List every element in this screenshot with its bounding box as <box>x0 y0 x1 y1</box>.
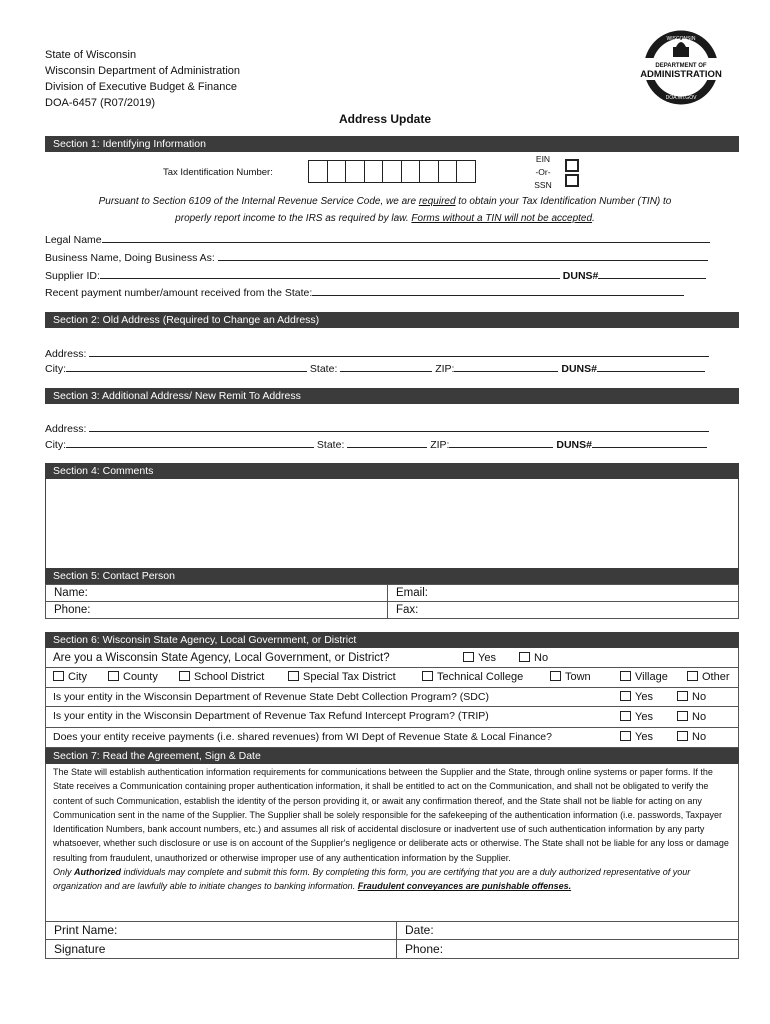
trip-question: Is your entity in the Wisconsin Department of Revenue Tax Refund Intercept Program? (TRIP) <box>53 710 489 722</box>
or-label: -Or- <box>535 167 551 177</box>
option-label: Yes <box>478 652 496 664</box>
signature-grid <box>45 921 739 959</box>
print-name-field[interactable]: Print Name: <box>46 922 397 939</box>
section-6-heading: Section 6: Wisconsin State Agency, Local Government, or District <box>45 632 739 648</box>
date-field[interactable]: Date: <box>405 923 434 937</box>
tin-label: Tax Identification Number: <box>163 167 273 178</box>
dba-field[interactable] <box>45 250 716 265</box>
ein-checkbox[interactable] <box>565 159 579 172</box>
tin-digit-box[interactable] <box>364 160 384 183</box>
comments-textarea[interactable] <box>45 479 739 569</box>
type-town-option[interactable] <box>550 671 591 683</box>
new-city-line[interactable] <box>45 437 716 452</box>
option-label: Yes <box>635 711 653 723</box>
state-label: State: <box>309 363 338 375</box>
checkbox[interactable] <box>687 671 698 681</box>
checkbox[interactable] <box>677 731 688 741</box>
recent-payment-field[interactable] <box>45 285 716 300</box>
tin-digit-box[interactable] <box>438 160 458 183</box>
legal-name-field[interactable] <box>45 232 716 247</box>
trip-no-option[interactable] <box>677 711 706 723</box>
option-label: City <box>68 671 87 683</box>
option-label: No <box>692 691 707 703</box>
option-label: School District <box>194 671 265 683</box>
tin-digit-box[interactable] <box>382 160 402 183</box>
fraud-warning: Fraudulent conveyances are punishable offenses. <box>357 881 572 892</box>
old-address-field[interactable] <box>45 346 716 361</box>
section-1-heading: Section 1: Identifying Information <box>45 136 739 152</box>
header-line: Wisconsin Department of Administration <box>45 65 241 77</box>
ssn-label: SSN <box>534 180 552 190</box>
type-special-tax-district-option[interactable] <box>288 671 396 683</box>
trip-yes-option[interactable] <box>620 711 653 723</box>
checkbox[interactable] <box>620 691 631 701</box>
checkbox[interactable] <box>620 711 631 721</box>
ein-ssn-labels <box>532 153 554 192</box>
zip-label: ZIP: <box>435 363 455 375</box>
checkbox[interactable] <box>677 691 688 701</box>
doa-seal-logo <box>640 29 722 106</box>
agreement-paragraph: The State will establish authentication information requirements for communications between the Supplier and the State, through online systems or paper forms. If the State receives a Communication containing proper authentication information, it shall be entitled to act on the Communication, and shall not be obligated to verify the content of such Communication, establish the identity of the person providing it, or await any confirmation thereof, and the State shall not be liable for acting on any Communication sent in the name of the Supplier. The Supplier shall be solely responsible for the safekeeping of the authentication information (i.e. passwords, Taxpayer Identification Numbers, bank account numbers, etc.) and assumes all risk of accidental disclosure or inadvertent use of such authentication information by any party whatsoever, whether such disclosure or use is on account of the Supplier's negligence or deliberate acts or otherwise. The State shall not be liable for any loss or damage resulting from fraudulent, unauthorized or otherwise improper use of any authentication information by the Supplier. <box>53 767 729 863</box>
checkbox[interactable] <box>53 671 64 681</box>
sdc-yes-option[interactable] <box>620 691 653 703</box>
contact-name-field[interactable]: Name: <box>46 585 388 601</box>
checkbox[interactable] <box>463 652 474 662</box>
address-label: Address: <box>45 423 87 435</box>
option-label: Village <box>635 671 668 683</box>
checkbox[interactable] <box>519 652 530 662</box>
checkbox[interactable] <box>620 731 631 741</box>
checkbox[interactable] <box>179 671 190 681</box>
recent-payment-label: Recent payment number/amount received from the State: <box>45 287 313 299</box>
tin-digit-box[interactable] <box>419 160 439 183</box>
contact-email-field[interactable]: Email: <box>396 587 428 599</box>
signature-field[interactable]: Signature <box>46 940 397 958</box>
seal-text: DOA.WI.GOV <box>665 95 697 101</box>
type-technical-college-option[interactable] <box>422 671 523 683</box>
checkbox[interactable] <box>620 671 631 681</box>
ein-label: EIN <box>535 154 551 164</box>
tin-notice <box>45 193 725 227</box>
type-county-option[interactable] <box>108 671 158 683</box>
page-title: Address Update <box>338 112 432 126</box>
ssn-checkbox[interactable] <box>565 174 579 187</box>
tin-digit-box[interactable] <box>456 160 476 183</box>
seal-text: ADMINISTRATION <box>640 69 722 80</box>
dba-label: Business Name, Doing Business As: <box>45 252 215 264</box>
supplier-id-field[interactable] <box>45 268 716 283</box>
option-label: No <box>692 711 707 723</box>
certify-text: individuals may complete and submit this form. By completing this form, you are certifying that you are a duly authorized representative of your organization and are lawfully able to initiate changes to banking information. <box>53 867 691 892</box>
option-label: No <box>692 731 707 743</box>
section-5-heading: Section 5: Contact Person <box>45 568 739 584</box>
checkbox[interactable] <box>422 671 433 681</box>
tin-digit-box[interactable] <box>308 160 328 183</box>
notice-text: . <box>592 213 595 224</box>
notice-text: Pursuant to Section 6109 of the Internal Revenue Service Code, we are <box>98 196 419 207</box>
seal-text: DEPARTMENT OF <box>655 63 707 69</box>
duns-label: DUNS# <box>562 270 599 282</box>
legal-name-label: Legal Name <box>45 234 102 246</box>
option-label: No <box>534 652 549 664</box>
gov-yes-option[interactable] <box>463 652 496 664</box>
notice-warning: Forms without a TIN will not be accepted <box>411 213 593 224</box>
duns-label: DUNS# <box>561 363 597 375</box>
old-city-line[interactable] <box>45 361 716 376</box>
sdc-no-option[interactable] <box>677 691 706 703</box>
agency-header <box>45 47 240 111</box>
type-school-district-option[interactable] <box>179 671 264 683</box>
signer-phone-field[interactable]: Phone: <box>405 942 444 956</box>
section-3-heading: Section 3: Additional Address/ New Remit To Address <box>45 388 739 404</box>
notice-text: to obtain your Tax Identification Number (TIN) to <box>455 196 672 207</box>
option-label: Yes <box>635 691 653 703</box>
checkbox[interactable] <box>108 671 119 681</box>
address-label: Address: <box>45 348 87 360</box>
checkbox[interactable] <box>550 671 561 681</box>
government-question: Are you a Wisconsin State Agency, Local Government, or District? <box>53 652 390 664</box>
sdc-question: Is your entity in the Wisconsin Department of Revenue State Debt Collection Program? (SDC) <box>53 691 489 703</box>
option-label: Town <box>565 671 591 683</box>
supplier-id-label: Supplier ID: <box>45 270 100 282</box>
tin-digit-box[interactable] <box>401 160 421 183</box>
tin-digit-box[interactable] <box>345 160 365 183</box>
type-city-option[interactable] <box>53 671 87 683</box>
state-label: State: <box>316 439 345 451</box>
section-7-heading: Section 7: Read the Agreement, Sign & Date <box>45 748 739 764</box>
type-village-option[interactable] <box>620 671 668 683</box>
header-line: State of Wisconsin <box>45 49 137 61</box>
agreement-text <box>45 763 739 922</box>
section-4-heading: Section 4: Comments <box>45 463 739 479</box>
city-label: City: <box>45 439 66 451</box>
option-label: County <box>123 671 158 683</box>
option-label: Technical College <box>437 671 524 683</box>
new-address-field[interactable] <box>45 421 716 436</box>
contact-grid <box>45 584 739 619</box>
header-line: Division of Executive Budget & Finance <box>45 81 237 93</box>
shared-no-option[interactable] <box>677 731 706 743</box>
government-question-row <box>45 648 739 668</box>
city-label: City: <box>45 363 66 375</box>
checkbox[interactable] <box>677 711 688 721</box>
authorized-text: Authorized <box>74 867 122 878</box>
seal-text: WISCONSIN <box>666 36 696 42</box>
option-label: Yes <box>635 731 653 743</box>
type-other-option[interactable] <box>687 671 730 683</box>
certify-text: Only <box>53 867 75 878</box>
gov-no-option[interactable] <box>519 652 548 664</box>
duns-label: DUNS# <box>556 439 592 451</box>
shared-revenue-question: Does your entity receive payments (i.e. shared revenues) from WI Dept of Revenue State & Local Finance? <box>53 731 552 743</box>
form-number: DOA-6457 (R07/2019) <box>45 97 156 109</box>
tin-digit-box[interactable] <box>327 160 347 183</box>
option-label: Other <box>702 671 730 683</box>
checkbox[interactable] <box>288 671 299 681</box>
shared-yes-option[interactable] <box>620 731 653 743</box>
notice-text: properly report income to the IRS as required by law. <box>175 213 412 224</box>
zip-label: ZIP: <box>430 439 450 451</box>
section-2-heading: Section 2: Old Address (Required to Change an Address) <box>45 312 739 328</box>
option-label: Special Tax District <box>303 671 396 683</box>
contact-phone-field[interactable]: Phone: <box>46 602 388 618</box>
contact-fax-field[interactable]: Fax: <box>396 604 419 616</box>
notice-required: required <box>418 196 456 207</box>
tin-input-boxes[interactable] <box>308 160 475 183</box>
